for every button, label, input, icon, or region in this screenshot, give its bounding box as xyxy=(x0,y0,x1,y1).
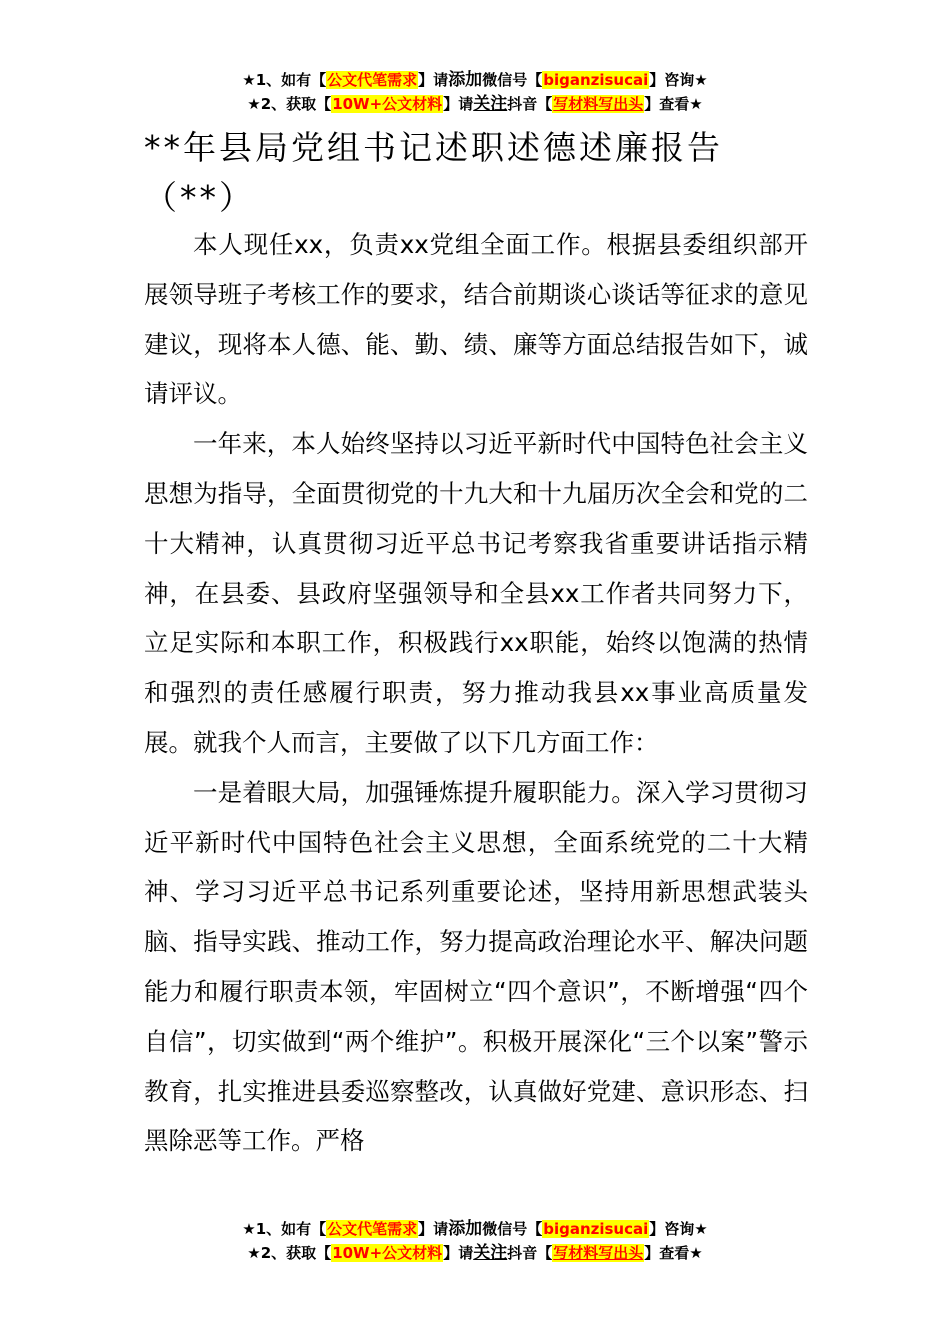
highlight-materials-label: 10W+公文材料 xyxy=(332,1244,443,1262)
banner-text: 】请 xyxy=(418,1220,449,1238)
banner-text: 】请 xyxy=(443,1244,474,1262)
banner-emphasis: 添加 xyxy=(448,1219,483,1239)
document-title: **年县局党组书记述职述德述廉报告（**） xyxy=(144,128,723,217)
banner-line-2 xyxy=(0,1241,950,1265)
banner-text: 微信号【 xyxy=(482,1220,543,1238)
banner-text: 】查看★ xyxy=(644,95,703,113)
highlight-service-label: 公文代笔需求 xyxy=(327,1220,418,1238)
banner-text: 】查看★ xyxy=(644,1244,703,1262)
banner-line-1 xyxy=(0,1217,950,1241)
banner-text: 】请 xyxy=(443,95,474,113)
footer-banner xyxy=(0,1217,950,1265)
banner-text: 】请 xyxy=(418,71,449,89)
header-banner xyxy=(0,68,950,116)
banner-text: 抖音【 xyxy=(507,1244,553,1262)
highlight-service-label: 公文代笔需求 xyxy=(327,71,418,89)
banner-text: 抖音【 xyxy=(507,95,553,113)
banner-text: ★2、获取【 xyxy=(247,1244,332,1262)
banner-emphasis: 关注 xyxy=(473,1243,508,1263)
document-body xyxy=(144,220,808,1166)
wechat-id: biganzisucai xyxy=(543,71,649,89)
highlight-materials-label: 10W+公文材料 xyxy=(332,95,443,113)
banner-text: 】咨询★ xyxy=(649,1220,708,1238)
banner-text: 微信号【 xyxy=(482,71,543,89)
banner-emphasis: 添加 xyxy=(448,70,483,90)
banner-text: 】咨询★ xyxy=(649,71,708,89)
banner-line-2 xyxy=(0,92,950,116)
paragraph: 本人现任xx，负责xx党组全面工作。根据县委组织部开展领导班子考核工作的要求，结合前期谈心谈话等征求的意见建议，现将本人德、能、勤、绩、廉等方面总结报告如下，诚请评议。 xyxy=(144,230,808,409)
banner-text: ★2、获取【 xyxy=(247,95,332,113)
douyin-account: 写材料写出头 xyxy=(553,95,644,113)
banner-line-1 xyxy=(0,68,950,92)
paragraph: 一是着眼大局，加强锤炼提升履职能力。深入学习贯彻习近平新时代中国特色社会主义思想，全面系统党的二十大精神、学习习近平总书记系列重要论述，坚持用新思想武装头脑、指导实践、推动工作，努力提高政治理论水平、解决问题能力和履行职责本领，牢固树立“四个意识”，不断增强“四个自信”，切实做到“两个维护”。积极开展深化“三个以案”警示教育，扎实推进县委巡察整改，认真做好党建、意识形态、扫黑除恶等工作。严格 xyxy=(144,777,808,1156)
banner-text: ★1、如有【 xyxy=(242,1220,327,1238)
banner-emphasis: 关注 xyxy=(473,94,508,114)
douyin-account: 写材料写出头 xyxy=(553,1244,644,1262)
paragraph: 一年来，本人始终坚持以习近平新时代中国特色社会主义思想为指导，全面贯彻党的十九大和十九届历次全会和党的二十大精神，认真贯彻习近平总书记考察我省重要讲话指示精神，在县委、县政府坚强领导和全县xx工作者共同努力下，立足实际和本职工作，积极践行xx职能，始终以饱满的热情和强烈的责任感履行职责，努力推动我县xx事业高质量发展。就我个人而言，主要做了以下几方面工作： xyxy=(144,429,808,757)
wechat-id: biganzisucai xyxy=(543,1220,649,1238)
banner-text: ★1、如有【 xyxy=(242,71,327,89)
